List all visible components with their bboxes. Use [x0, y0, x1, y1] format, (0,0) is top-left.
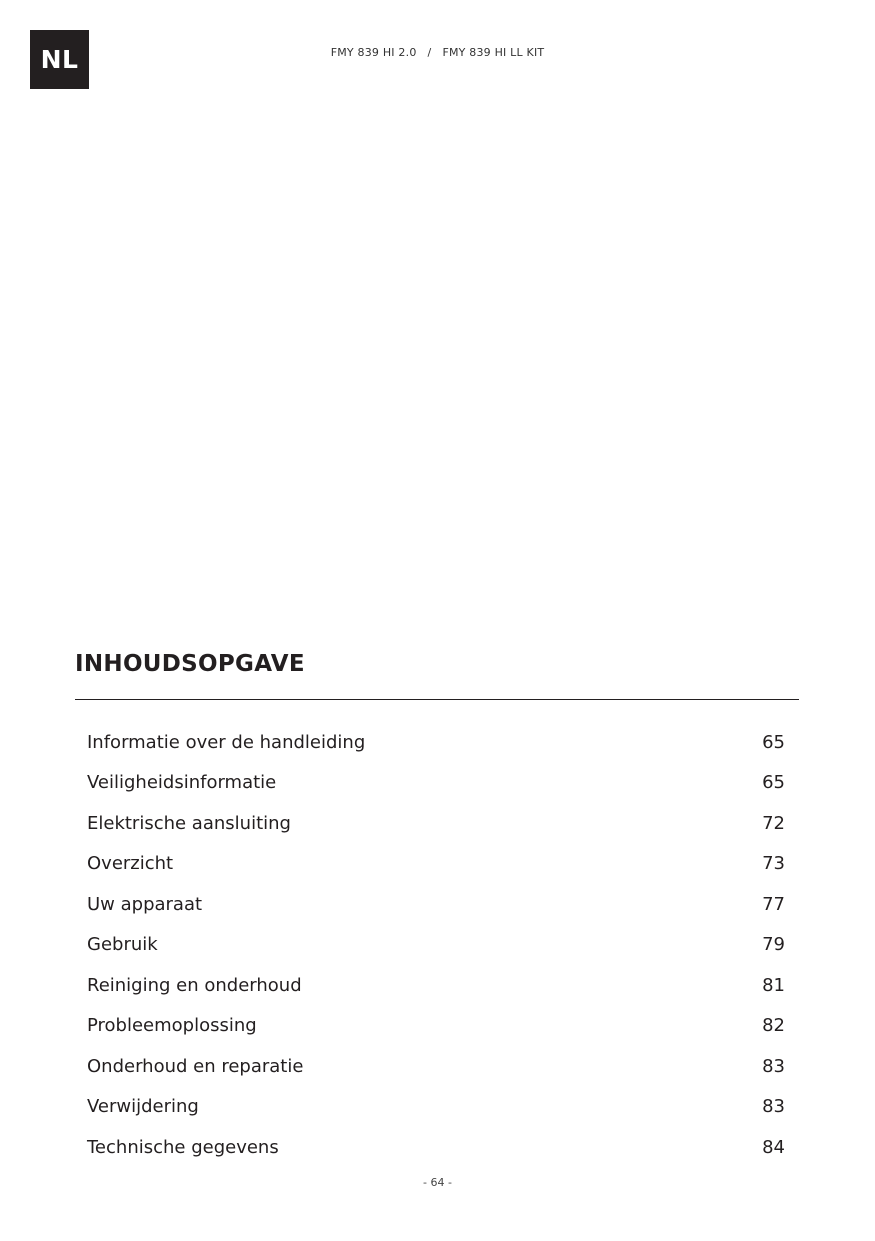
model-header — [0, 46, 875, 59]
toc-item-label: Probleemoplossing — [87, 1015, 257, 1037]
toc-item[interactable] — [87, 884, 785, 925]
toc-title: INHOUDSOPGAVE — [75, 651, 305, 677]
toc-divider — [75, 699, 799, 700]
toc-item[interactable] — [87, 1127, 785, 1168]
toc-item[interactable] — [87, 1087, 785, 1128]
toc-item-page: 83 — [762, 1055, 785, 1077]
toc-item-page: 81 — [762, 974, 785, 996]
toc-item-page: 82 — [762, 1015, 785, 1037]
toc-item[interactable] — [87, 1006, 785, 1047]
toc-item-label: Reiniging en onderhoud — [87, 974, 302, 996]
toc-item-page: 79 — [762, 934, 785, 956]
toc-item-label: Veiligheidsinformatie — [87, 772, 277, 794]
toc-item-label: Onderhoud en reparatie — [87, 1055, 304, 1077]
page-number: - 64 - — [423, 1176, 452, 1189]
toc-item[interactable] — [87, 925, 785, 966]
toc-item[interactable] — [87, 844, 785, 885]
toc-item-page: 77 — [762, 893, 785, 915]
model-separator: / — [427, 46, 432, 59]
toc-item-label: Overzicht — [87, 853, 174, 875]
toc-item-page: 65 — [762, 772, 785, 794]
toc-item[interactable] — [87, 722, 785, 763]
toc-item-label: Technische gegevens — [87, 1136, 279, 1158]
toc-item-page: 65 — [762, 731, 785, 753]
toc-item[interactable] — [87, 965, 785, 1006]
toc-item[interactable] — [87, 763, 785, 804]
language-badge: NL — [30, 30, 89, 89]
toc-item[interactable] — [87, 1046, 785, 1087]
toc-list — [87, 722, 785, 1168]
toc-item-page: 73 — [762, 853, 785, 875]
toc-item-label: Uw apparaat — [87, 893, 203, 915]
toc-item-page: 83 — [762, 1096, 785, 1118]
toc-item-page: 72 — [762, 812, 785, 834]
toc-item-label: Gebruik — [87, 934, 158, 956]
model-name-kit: FMY 839 HI LL KIT — [442, 46, 545, 59]
model-name-primary: FMY 839 HI 2.0 — [330, 46, 417, 59]
toc-item-label: Elektrische aansluiting — [87, 812, 291, 834]
toc-item[interactable] — [87, 803, 785, 844]
toc-item-label: Informatie over de handleiding — [87, 731, 366, 753]
toc-item-label: Verwijdering — [87, 1096, 199, 1118]
toc-item-page: 84 — [762, 1136, 785, 1158]
